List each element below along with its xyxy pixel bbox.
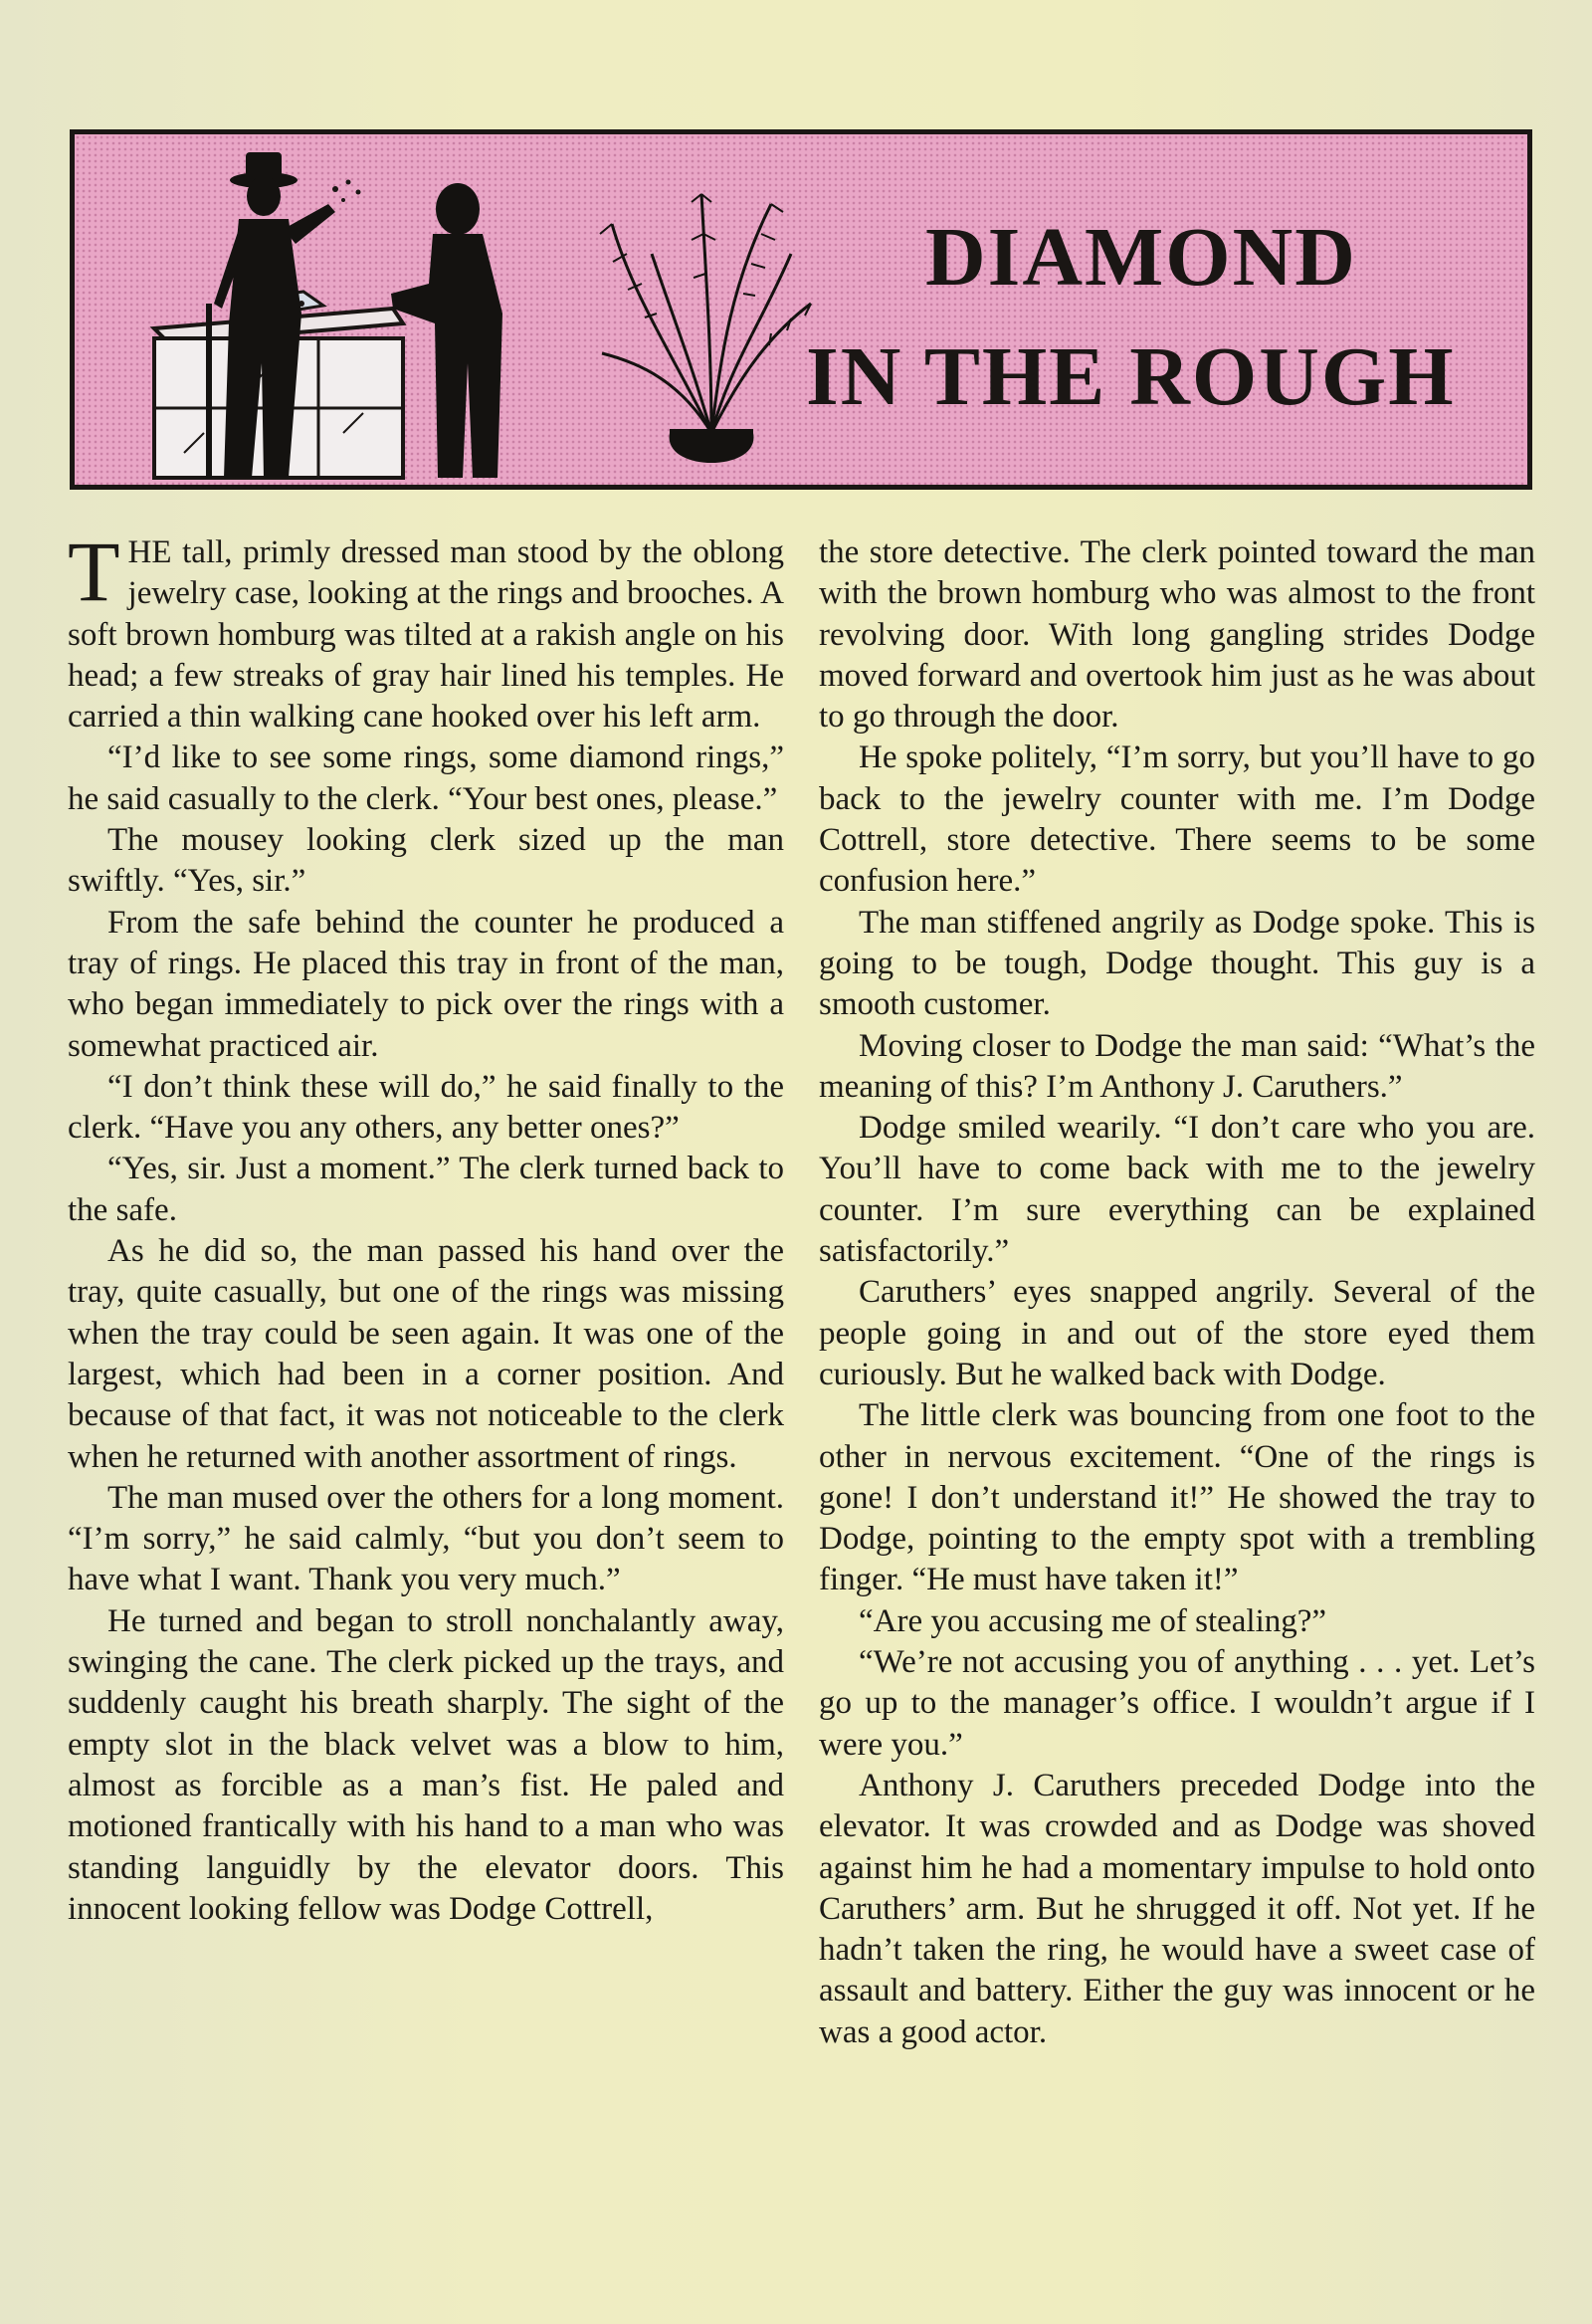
paragraph: From the safe behind the counter he produced a tray of rings. He placed this tray in front of the man, who began immediately to pick over the rings with a somewhat practiced air. (68, 904, 784, 1064)
paragraph: “I’d like to see some rings, some diamond rings,” he said casually to the clerk. “Your best ones, please.” (68, 739, 784, 817)
paragraph: “I don’t think these will do,” he said finally to the clerk. “Have you any others, any better ones?” (68, 1068, 784, 1147)
sparkle-icon (332, 180, 361, 203)
paragraph: THE tall, primly dressed man stood by the oblong jewelry case, looking at the rings and brooches. A soft brown homburg was tilted at a rakish angle on his head; a few streaks of gray hair lined his temples. He carried a thin walking cane hooked over his left arm. (68, 524, 784, 736)
palm-plant-icon (600, 194, 811, 433)
paragraph: “Are you accusing me of stealing?” (859, 1602, 1327, 1639)
paragraph: Moving closer to Dodge the man said: “What’s the meaning of this? I’m Anthony J. Caruthers.” (819, 1027, 1535, 1105)
paragraph: The man stiffened angrily as Dodge spoke. This is going to be tough, Dodge thought. This guy is a smooth customer. (819, 904, 1535, 1023)
jeweler-scene-illustration (75, 134, 831, 485)
paragraph: The man mused over the others for a long moment. “I’m sorry,” he said calmly, “but you don’t seem to have what I want. Thank you very much.” (68, 1479, 784, 1598)
paragraph: He spoke politely, “I’m sorry, but you’ll have to go back to the jewelry counter with me. I’m Dodge Cottrell, store detective. There seems to be some confusion here.” (819, 739, 1535, 900)
paragraph: The mousey looking clerk sized up the man swiftly. “Yes, sir.” (68, 822, 784, 900)
paragraph: The little clerk was bouncing from one foot to the other in nervous excitement. “One of the rings is gone! I don’t understand it!” He showed the tray to Dodge, pointing to the empty spot with a trembling finger. “He must have taken it!” (819, 1397, 1535, 1598)
story-column-left (68, 524, 784, 1930)
story-column-right (819, 532, 1535, 2053)
drop-cap: T (68, 524, 120, 619)
paragraph: the store detective. The clerk pointed toward the man with the brown homburg who was almost to the front revolving door. With long gangling strides Dodge moved forward and overtook him just as he was about to go through the door. (819, 534, 1535, 736)
clerk-silhouette-icon (391, 183, 502, 478)
paragraph: Anthony J. Caruthers preceded Dodge into the elevator. It was crowded and as Dodge was shoved against him he had a momentary impulse to hold onto Caruthers’ arm. But he shrugged it off. Not yet. If he hadn’t taken the ring, he would have a sweet case of assault and battery. Either the guy was innocent or he was a good actor. (819, 1767, 1535, 2050)
story-title-line-2: IN THE ROUGH (806, 330, 1456, 423)
paragraph: “We’re not accusing you of anything . . . yet. Let’s go up to the manager’s office. I wouldn’t argue if I were you.” (819, 1644, 1535, 1763)
paragraph: He turned and began to stroll nonchalantly away, swinging the cane. The clerk picked up the trays, and suddenly caught his breath sharply. The sight of the empty slot in the black velvet was a blow to him, almost as forcible as a man’s fist. He paled and motioned frantically with his hand to a man who was standing languidly by the elevator doors. This innocent looking fellow was Dodge Cottrell, (68, 1602, 784, 1927)
story-title-line-1: DIAMOND (925, 211, 1357, 304)
paragraph: Caruthers’ eyes snapped angrily. Several of the people going in and out of the store eyed them curiously. But he walked back with Dodge. (819, 1274, 1535, 1392)
paragraph: Dodge smiled wearily. “I don’t care who you are. You’ll have to come back with me to the jewelry counter. I’m sure everything can be explained satisfactorily.” (819, 1110, 1535, 1270)
paragraph: “Yes, sir. Just a moment.” The clerk turned back to the safe. (68, 1151, 784, 1228)
paragraph: As he did so, the man passed his hand over the tray, quite casually, but one of the rings was missing when the tray could be seen again. It was one of the largest, which had been in a corner position. And because of that fact, it was not noticeable to the clerk when he returned with another assortment of rings. (68, 1233, 784, 1475)
title-banner (70, 129, 1532, 490)
